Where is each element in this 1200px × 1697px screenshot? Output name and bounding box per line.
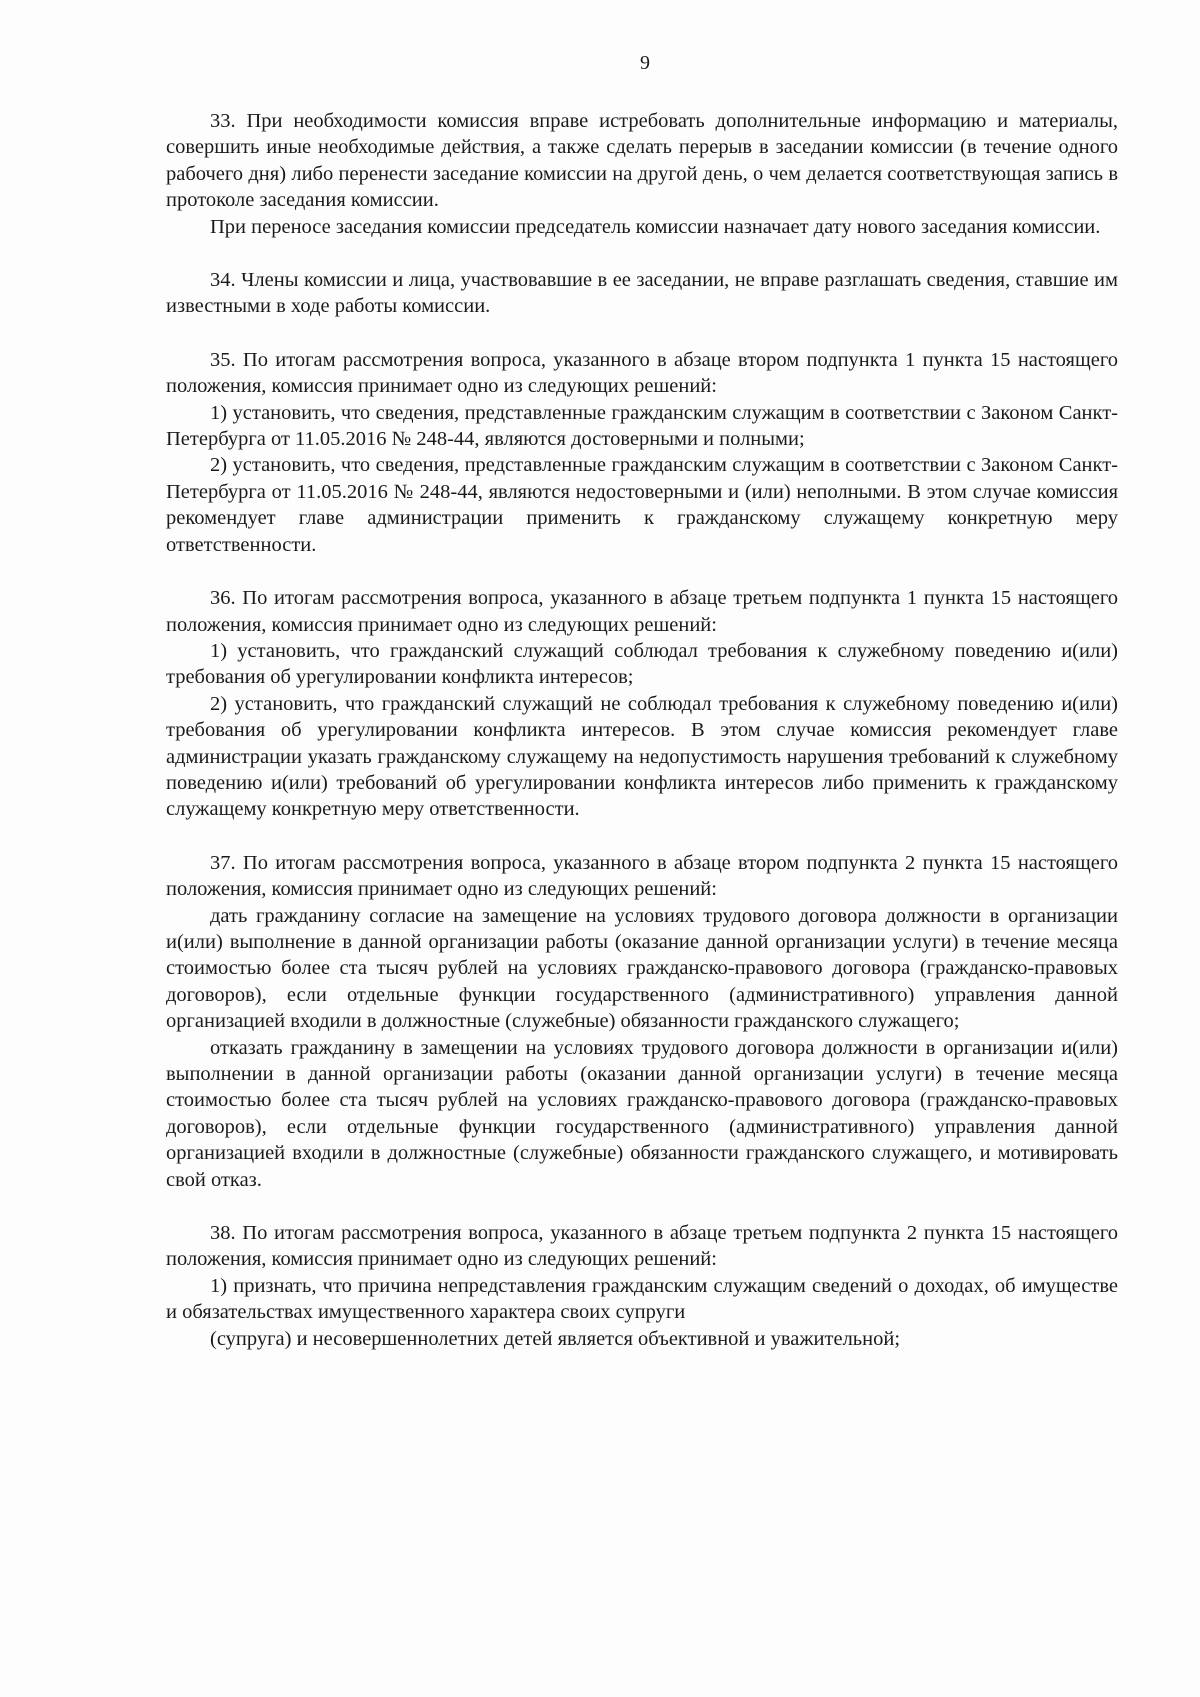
section-38 <box>166 1220 1118 1352</box>
section-36 <box>166 585 1118 823</box>
section-37 <box>166 850 1118 1193</box>
document-body <box>166 108 1118 1379</box>
paragraph: 2) установить, что гражданский служащий не соблюдал требования к служебному поведению и(или) требования об урегулировании конфликта интересов. В этом случае комиссия рекомендует главе администрации указать гражданскому служащему на недопустимость нарушения требований к служебному поведению и(или) требований об урегулировании конфликта интересов либо применить к гражданскому служащему конкретную меру ответственности. <box>166 692 1118 821</box>
page-number: 9 <box>640 52 650 74</box>
section-33 <box>166 108 1118 240</box>
paragraph: 1) признать, что причина непредставления гражданским служащим сведений о доходах, об имуществе и обязательствах имущественного характера своих супруги <box>166 1274 1118 1324</box>
paragraph: 33. При необходимости комиссия вправе истребовать дополнительные информацию и материалы, совершить иные необходимые действия, а также сделать перерыв в заседании комиссии (в течение одного рабочего дня) либо перенести заседание комиссии на другой день, о чем делается соответствующая запись в протоколе заседания комиссии. <box>166 110 1118 212</box>
paragraph: 1) установить, что сведения, представленные гражданским служащим в соответствии с Законом Санкт-Петербурга от 11.05.2016 № 248-44, являются достоверными и полными; <box>166 401 1118 451</box>
paragraph: 38. По итогам рассмотрения вопроса, указанного в абзаце третьем подпункта 2 пункта 15 настоящего положения, комиссия принимает одно из следующих решений: <box>166 1222 1118 1271</box>
paragraph: 1) установить, что гражданский служащий соблюдал требования к служебному поведению и(или) требования об урегулировании конфликта интересов; <box>166 639 1118 689</box>
paragraph: 2) установить, что сведения, представленные гражданским служащим в соответствии с Законом Санкт-Петербурга от 11.05.2016 № 248-44, являются недостоверными и (или) неполными. В этом случае комиссия рекомендует главе администрации применить к гражданскому служащему конкретную меру ответственности. <box>166 454 1118 556</box>
paragraph: (супруга) и несовершеннолетних детей является объективной и уважительной; <box>210 1327 901 1350</box>
section-34 <box>166 267 1118 320</box>
paragraph: 36. По итогам рассмотрения вопроса, указанного в абзаце третьем подпункта 1 пункта 15 настоящего положения, комиссия принимает одно из следующих решений: <box>166 587 1118 636</box>
paragraph: 34. Члены комиссии и лица, участвовавшие в ее заседании, не вправе разглашать сведения, ставшие им известными в ходе работы комиссии. <box>166 269 1118 318</box>
paragraph: отказать гражданину в замещении на условиях трудового договора должности в организации и(или) выполнении в данной организации работы (оказании данной организации услуги) в течение месяца стоимостью более ста тысяч рублей на условиях гражданско-правового договора (гражданско-правовых договоров), если отдельные функции государственного (административного) управления данной организацией входили в должностные (служебные) обязанности гражданского служащего, и мотивировать свой отказ. <box>166 1036 1118 1191</box>
section-35 <box>166 347 1118 558</box>
paragraph: дать гражданину согласие на замещение на условиях трудового договора должности в организации и(или) выполнение в данной организации работы (оказание данной организации услуги) в течение месяца стоимостью более ста тысяч рублей на условиях гражданско-правового договора (гражданско-правовых договоров), если отдельные функции государственного (административного) управления данной организацией входили в должностные (служебные) обязанности гражданского служащего; <box>166 904 1118 1033</box>
paragraph: При переносе заседания комиссии председатель комиссии назначает дату нового заседания комиссии. <box>210 215 1101 238</box>
paragraph: 37. По итогам рассмотрения вопроса, указанного в абзаце втором подпункта 2 пункта 15 настоящего положения, комиссия принимает одно из следующих решений: <box>166 851 1118 901</box>
paragraph: 35. По итогам рассмотрения вопроса, указанного в абзаце втором подпункта 1 пункта 15 настоящего положения, комиссия принимает одно из следующих решений: <box>166 348 1118 398</box>
